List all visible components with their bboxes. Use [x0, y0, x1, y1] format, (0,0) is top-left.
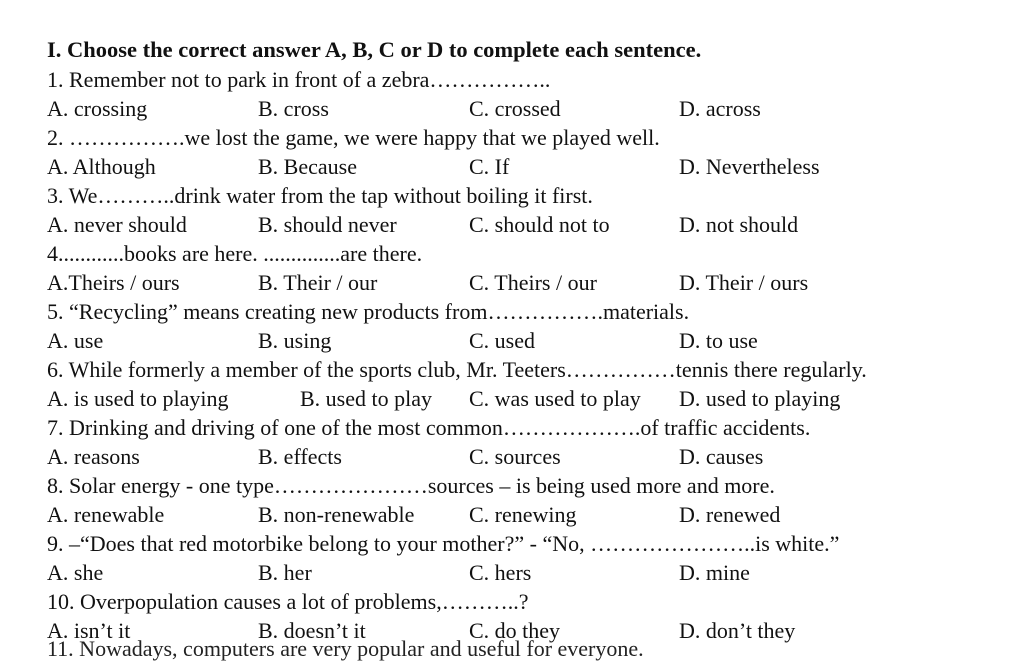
- question-9-option-a[interactable]: A. she: [47, 560, 104, 585]
- cut-off-line-text: 11. Nowadays, computers are very popular and useful for everyone.: [47, 636, 644, 661]
- question-9-option-c[interactable]: C. hers: [469, 560, 532, 585]
- exercise-heading: I. Choose the correct answer A, B, C or D to complete each sentence.: [47, 37, 702, 62]
- question-6-option-c[interactable]: C. was used to play: [469, 386, 641, 411]
- question-3-option-b[interactable]: B. should never: [258, 212, 397, 237]
- question-4-option-c[interactable]: C. Theirs / our: [469, 270, 597, 295]
- question-2-option-d[interactable]: D. Nevertheless: [679, 154, 820, 179]
- question-4-text: 4............books are here. ..............are there.: [47, 241, 423, 266]
- question-3-option-d[interactable]: D. not should: [679, 212, 799, 237]
- question-5-option-b[interactable]: B. using: [258, 328, 332, 353]
- question-6-option-a[interactable]: A. is used to playing: [47, 386, 229, 411]
- question-10-text: 10. Overpopulation causes a lot of problems,………..?: [47, 589, 529, 614]
- question-8-option-c[interactable]: C. renewing: [469, 502, 577, 527]
- question-9-option-d[interactable]: D. mine: [679, 560, 750, 585]
- question-8-option-d[interactable]: D. renewed: [679, 502, 781, 527]
- question-9-text: 9. –“Does that red motorbike belong to your mother?” - “No, …………………..is white.”: [47, 531, 840, 556]
- question-6-option-d[interactable]: D. used to playing: [679, 386, 841, 411]
- question-5-option-d[interactable]: D. to use: [679, 328, 758, 353]
- question-3-option-a[interactable]: A. never should: [47, 212, 187, 237]
- question-5-text: 5. “Recycling” means creating new products from…………….materials.: [47, 299, 690, 324]
- question-10-option-b[interactable]: B. doesn’t it: [258, 618, 366, 643]
- question-7-option-d[interactable]: D. causes: [679, 444, 764, 469]
- question-5-option-a[interactable]: A. use: [47, 328, 104, 353]
- question-6-option-b[interactable]: B. used to play: [300, 386, 432, 411]
- question-1-option-a[interactable]: A. crossing: [47, 96, 148, 121]
- question-8-option-b[interactable]: B. non-renewable: [258, 502, 415, 527]
- question-2-option-b[interactable]: B. Because: [258, 154, 357, 179]
- question-4-option-b[interactable]: B. Their / our: [258, 270, 378, 295]
- question-4-option-a[interactable]: A.Theirs / ours: [47, 270, 180, 295]
- question-1-option-d[interactable]: D. across: [679, 96, 761, 121]
- question-7-option-c[interactable]: C. sources: [469, 444, 561, 469]
- question-6-text: 6. While formerly a member of the sports club, Mr. Teeters……………tennis there regularly.: [47, 357, 867, 382]
- question-8-option-a[interactable]: A. renewable: [47, 502, 165, 527]
- question-2-option-c[interactable]: C. If: [469, 154, 510, 179]
- question-7-option-b[interactable]: B. effects: [258, 444, 342, 469]
- question-8-text: 8. Solar energy - one type…………………sources – is being used more and more.: [47, 473, 775, 498]
- question-7-text: 7. Drinking and driving of one of the most common……………….of traffic accidents.: [47, 415, 811, 440]
- question-7-option-a[interactable]: A. reasons: [47, 444, 140, 469]
- question-1-text: 1. Remember not to park in front of a zebra……………..: [47, 67, 551, 92]
- question-1-option-c[interactable]: C. crossed: [469, 96, 561, 121]
- cut-off-line: [47, 636, 644, 661]
- question-10-option-d[interactable]: D. don’t they: [679, 618, 796, 643]
- question-5-option-c[interactable]: C. used: [469, 328, 535, 353]
- question-9-option-b[interactable]: B. her: [258, 560, 312, 585]
- question-1-option-b[interactable]: B. cross: [258, 96, 329, 121]
- question-2-text: 2. …………….we lost the game, we were happy that we played well.: [47, 125, 660, 150]
- question-3-text: 3. We………..drink water from the tap without boiling it first.: [47, 183, 593, 208]
- question-4-option-d[interactable]: D. Their / ours: [679, 270, 809, 295]
- question-10-option-a[interactable]: A. isn’t it: [47, 618, 131, 643]
- question-2-option-a[interactable]: A. Although: [47, 154, 156, 179]
- question-10-option-c[interactable]: C. do they: [469, 618, 561, 643]
- question-3-option-c[interactable]: C. should not to: [469, 212, 610, 237]
